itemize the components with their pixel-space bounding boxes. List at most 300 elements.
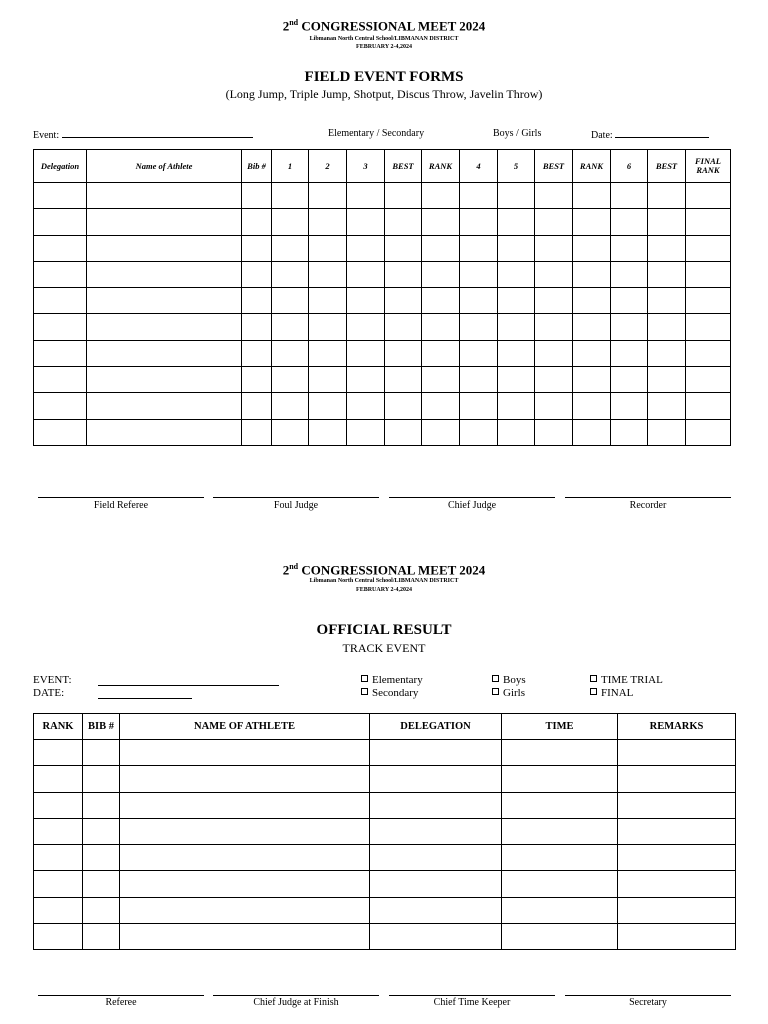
table-cell[interactable] <box>618 924 736 950</box>
table-cell[interactable] <box>686 340 731 366</box>
table-cell[interactable] <box>618 792 736 818</box>
table-cell[interactable] <box>498 314 535 340</box>
table-cell[interactable] <box>347 261 385 287</box>
table-cell[interactable] <box>422 340 460 366</box>
table-row <box>34 897 736 923</box>
date-blank[interactable] <box>615 128 709 138</box>
table-cell[interactable] <box>385 340 422 366</box>
table-row <box>34 924 736 950</box>
table-cell[interactable] <box>347 367 385 393</box>
table-cell[interactable] <box>686 288 731 314</box>
checkbox-label: Girls <box>503 687 525 699</box>
table-cell[interactable] <box>502 818 618 844</box>
checkbox-icon[interactable] <box>492 688 499 695</box>
result_form-column-header: REMARKS <box>618 714 736 740</box>
table-cell[interactable] <box>347 288 385 314</box>
signature-line <box>213 497 379 498</box>
table-cell[interactable] <box>648 209 686 235</box>
result_form-column-header: NAME OF ATHLETE <box>120 714 370 740</box>
table-cell[interactable] <box>83 766 120 792</box>
table-cell[interactable] <box>370 871 502 897</box>
table-cell[interactable] <box>422 419 460 445</box>
table-cell[interactable] <box>34 897 83 923</box>
field_form-column-header: 6 <box>611 150 648 183</box>
table-cell[interactable] <box>242 183 272 209</box>
table-row <box>34 845 736 871</box>
table-cell[interactable] <box>83 792 120 818</box>
table-cell[interactable] <box>242 314 272 340</box>
table-cell[interactable] <box>611 393 648 419</box>
table-cell[interactable] <box>686 261 731 287</box>
table-row <box>34 792 736 818</box>
field_form-column-header: 4 <box>460 150 498 183</box>
table-cell[interactable] <box>573 183 611 209</box>
title-number: 2 <box>282 18 290 34</box>
table-cell[interactable] <box>347 393 385 419</box>
table-cell[interactable] <box>120 924 370 950</box>
field_form-column-header: 1 <box>272 150 309 183</box>
table-cell[interactable] <box>611 288 648 314</box>
table-cell[interactable] <box>648 419 686 445</box>
table-cell[interactable] <box>573 340 611 366</box>
field_form-column-header: FINAL RANK <box>686 150 731 183</box>
table-cell[interactable] <box>34 393 87 419</box>
table-row <box>34 340 731 366</box>
title-text: CONGRESSIONAL MEET 2024 <box>298 562 486 578</box>
table-row <box>34 314 731 340</box>
table-cell[interactable] <box>611 314 648 340</box>
table-cell[interactable] <box>648 288 686 314</box>
checkbox-icon[interactable] <box>590 688 597 695</box>
table-cell[interactable] <box>242 340 272 366</box>
field-meet-title <box>0 18 768 34</box>
table-cell[interactable] <box>648 183 686 209</box>
table-cell[interactable] <box>422 314 460 340</box>
table-cell[interactable] <box>242 288 272 314</box>
field-meet-date: FEBRUARY 2-4,2024 <box>356 44 412 50</box>
table-cell[interactable] <box>309 314 347 340</box>
table-cell[interactable] <box>535 393 573 419</box>
field_form-column-header: 5 <box>498 150 535 183</box>
table-cell[interactable] <box>34 818 83 844</box>
table-row <box>34 393 731 419</box>
table-cell[interactable] <box>498 183 535 209</box>
table-cell[interactable] <box>385 183 422 209</box>
table-cell[interactable] <box>502 845 618 871</box>
table-cell[interactable] <box>648 235 686 261</box>
table-cell[interactable] <box>34 340 87 366</box>
table-cell[interactable] <box>535 261 573 287</box>
table-cell[interactable] <box>242 209 272 235</box>
result-table-header <box>34 714 736 740</box>
table-cell[interactable] <box>34 924 83 950</box>
field_form-column-header: BEST <box>385 150 422 183</box>
table-cell[interactable] <box>498 340 535 366</box>
table-cell[interactable] <box>618 897 736 923</box>
table-cell[interactable] <box>618 845 736 871</box>
table-cell[interactable] <box>686 314 731 340</box>
table-cell[interactable] <box>535 340 573 366</box>
table-cell[interactable] <box>611 340 648 366</box>
result-meet-date: FEBRUARY 2-4,2024 <box>356 587 412 593</box>
checkbox-label: Elementary <box>372 674 423 686</box>
table-cell[interactable] <box>120 871 370 897</box>
table-cell[interactable] <box>535 419 573 445</box>
table-cell[interactable] <box>309 393 347 419</box>
signature-secretary: Secretary <box>629 997 667 1008</box>
table-cell[interactable] <box>502 871 618 897</box>
checkbox-girls[interactable] <box>492 687 525 699</box>
table-cell[interactable] <box>309 340 347 366</box>
field_form-column-header: BEST <box>535 150 573 183</box>
table-cell[interactable] <box>87 235 242 261</box>
title-text: CONGRESSIONAL MEET 2024 <box>298 18 486 34</box>
table-cell[interactable] <box>385 235 422 261</box>
table-cell[interactable] <box>272 288 309 314</box>
table-cell[interactable] <box>272 367 309 393</box>
signature-field-referee: Field Referee <box>93 500 149 511</box>
table-cell[interactable] <box>87 340 242 366</box>
field-event-table <box>33 149 731 446</box>
table-cell[interactable] <box>309 261 347 287</box>
table-cell[interactable] <box>87 288 242 314</box>
result-form-title: OFFICIAL RESULT <box>316 622 452 638</box>
table-cell[interactable] <box>686 393 731 419</box>
table-row <box>34 367 731 393</box>
result-school-name: Libmanan North Central School/LIBMANAN DISTRICT <box>309 578 459 584</box>
table-cell[interactable] <box>611 235 648 261</box>
signature-foul-judge: Foul Judge <box>273 500 319 511</box>
signature-recorder: Recorder <box>629 500 667 511</box>
gender-label: Boys / Girls <box>493 128 542 139</box>
result-date-blank[interactable] <box>98 689 192 699</box>
table-cell[interactable] <box>83 818 120 844</box>
table-cell[interactable] <box>242 261 272 287</box>
table-cell[interactable] <box>34 419 87 445</box>
table-cell[interactable] <box>309 419 347 445</box>
signature-line <box>38 497 204 498</box>
field_form-column-header: Delegation <box>34 150 87 183</box>
checkbox-icon[interactable] <box>492 675 499 682</box>
field-event-field[interactable] <box>33 128 253 141</box>
table-cell[interactable] <box>242 393 272 419</box>
field-table-header <box>34 150 731 183</box>
signature-chief-judge-finish: Chief Judge at Finish <box>253 997 339 1008</box>
table-cell[interactable] <box>573 261 611 287</box>
title-number: 2 <box>282 562 290 578</box>
table-cell[interactable] <box>535 235 573 261</box>
table-cell[interactable] <box>272 183 309 209</box>
table-cell[interactable] <box>34 288 87 314</box>
signature-chief-time-keeper: Chief Time Keeper <box>433 997 511 1008</box>
table-cell[interactable] <box>686 367 731 393</box>
table-cell[interactable] <box>83 897 120 923</box>
checkbox-final[interactable] <box>590 687 633 699</box>
table-cell[interactable] <box>535 314 573 340</box>
table-cell[interactable] <box>272 235 309 261</box>
table-cell[interactable] <box>87 393 242 419</box>
table-cell[interactable] <box>87 209 242 235</box>
table-cell[interactable] <box>498 367 535 393</box>
table-cell[interactable] <box>242 367 272 393</box>
table-cell[interactable] <box>502 792 618 818</box>
table-row <box>34 288 731 314</box>
table-cell[interactable] <box>87 314 242 340</box>
table-cell[interactable] <box>385 261 422 287</box>
table-cell[interactable] <box>34 740 83 766</box>
table-cell[interactable] <box>573 209 611 235</box>
table-cell[interactable] <box>535 183 573 209</box>
table-cell[interactable] <box>87 367 242 393</box>
signature-line <box>389 497 555 498</box>
table-cell[interactable] <box>648 393 686 419</box>
event-blank[interactable] <box>62 128 253 138</box>
table-cell[interactable] <box>498 261 535 287</box>
table-cell[interactable] <box>34 367 87 393</box>
table-cell[interactable] <box>272 261 309 287</box>
date-label: Date: <box>591 130 613 141</box>
field-form-title: FIELD EVENT FORMS <box>304 69 464 85</box>
level-label: Elementary / Secondary <box>328 128 425 139</box>
table-cell[interactable] <box>422 209 460 235</box>
table-cell[interactable] <box>686 209 731 235</box>
table-cell[interactable] <box>385 314 422 340</box>
checkbox-time-trial[interactable] <box>590 674 663 686</box>
table-cell[interactable] <box>83 845 120 871</box>
table-cell[interactable] <box>385 419 422 445</box>
signature-line <box>565 995 731 996</box>
checkbox-label: TIME TRIAL <box>601 674 663 686</box>
table-cell[interactable] <box>573 419 611 445</box>
table-cell[interactable] <box>648 261 686 287</box>
checkbox-label: Secondary <box>372 687 419 699</box>
table-cell[interactable] <box>535 367 573 393</box>
table-cell[interactable] <box>460 183 498 209</box>
table-cell[interactable] <box>370 897 502 923</box>
table-row <box>34 235 731 261</box>
table-cell[interactable] <box>120 766 370 792</box>
table-cell[interactable] <box>648 340 686 366</box>
table-cell[interactable] <box>611 261 648 287</box>
table-row <box>34 419 731 445</box>
result_form-column-header: BIB # <box>83 714 120 740</box>
table-cell[interactable] <box>611 367 648 393</box>
table-cell[interactable] <box>573 288 611 314</box>
table-cell[interactable] <box>460 393 498 419</box>
table-cell[interactable] <box>460 419 498 445</box>
table-cell[interactable] <box>87 261 242 287</box>
table-row <box>34 183 731 209</box>
field-form-subtitle: (Long Jump, Triple Jump, Shotput, Discus Throw, Javelin Throw) <box>225 87 543 101</box>
signature-line <box>213 995 379 996</box>
table-cell[interactable] <box>370 845 502 871</box>
signature-line <box>38 995 204 996</box>
table-cell[interactable] <box>686 419 731 445</box>
field_form-column-header: 2 <box>309 150 347 183</box>
table-cell[interactable] <box>618 740 736 766</box>
table-cell[interactable] <box>422 261 460 287</box>
table-cell[interactable] <box>347 235 385 261</box>
table-cell[interactable] <box>573 235 611 261</box>
table-cell[interactable] <box>83 924 120 950</box>
table-cell[interactable] <box>422 367 460 393</box>
table-cell[interactable] <box>34 261 87 287</box>
table-cell[interactable] <box>309 235 347 261</box>
table-cell[interactable] <box>272 209 309 235</box>
result-date-label: DATE: <box>33 687 65 699</box>
table-cell[interactable] <box>120 792 370 818</box>
table-cell[interactable] <box>309 288 347 314</box>
table-cell[interactable] <box>611 183 648 209</box>
table-cell[interactable] <box>87 419 242 445</box>
table-cell[interactable] <box>460 367 498 393</box>
table-cell[interactable] <box>120 740 370 766</box>
title-superscript: nd <box>289 562 299 571</box>
table-cell[interactable] <box>34 209 87 235</box>
table-cell[interactable] <box>498 288 535 314</box>
table-cell[interactable] <box>120 897 370 923</box>
result-meet-title <box>0 562 768 578</box>
table-cell[interactable] <box>347 419 385 445</box>
table-cell[interactable] <box>611 419 648 445</box>
field-school-name: Libmanan North Central School/LIBMANAN DISTRICT <box>309 36 459 42</box>
table-cell[interactable] <box>34 314 87 340</box>
table-cell[interactable] <box>460 288 498 314</box>
table-cell[interactable] <box>347 340 385 366</box>
table-cell[interactable] <box>370 740 502 766</box>
table-cell[interactable] <box>535 288 573 314</box>
table-cell[interactable] <box>422 183 460 209</box>
table-cell[interactable] <box>242 419 272 445</box>
table-cell[interactable] <box>460 314 498 340</box>
checkbox-elementary[interactable] <box>361 674 423 686</box>
table-cell[interactable] <box>422 288 460 314</box>
table-cell[interactable] <box>347 314 385 340</box>
table-row <box>34 261 731 287</box>
table-cell[interactable] <box>83 871 120 897</box>
table-cell[interactable] <box>573 393 611 419</box>
table-cell[interactable] <box>648 367 686 393</box>
table-cell[interactable] <box>686 183 731 209</box>
table-cell[interactable] <box>370 924 502 950</box>
table-cell[interactable] <box>83 740 120 766</box>
field_form-column-header: 3 <box>347 150 385 183</box>
table-cell[interactable] <box>498 235 535 261</box>
table-cell[interactable] <box>422 393 460 419</box>
table-cell[interactable] <box>272 314 309 340</box>
table-cell[interactable] <box>502 740 618 766</box>
table-cell[interactable] <box>498 393 535 419</box>
table-cell[interactable] <box>370 818 502 844</box>
checkbox-label: Boys <box>503 674 526 686</box>
table-cell[interactable] <box>573 314 611 340</box>
table-cell[interactable] <box>242 235 272 261</box>
table-cell[interactable] <box>309 209 347 235</box>
table-row <box>34 871 736 897</box>
table-cell[interactable] <box>272 393 309 419</box>
table-cell[interactable] <box>618 818 736 844</box>
table-cell[interactable] <box>460 261 498 287</box>
table-cell[interactable] <box>34 766 83 792</box>
table-cell[interactable] <box>498 209 535 235</box>
signature-line <box>565 497 731 498</box>
result-form-subtitle: TRACK EVENT <box>342 641 426 655</box>
table-cell[interactable] <box>460 209 498 235</box>
table-cell[interactable] <box>502 924 618 950</box>
table-cell[interactable] <box>272 340 309 366</box>
table-cell[interactable] <box>272 419 309 445</box>
table-cell[interactable] <box>385 288 422 314</box>
table-cell[interactable] <box>34 183 87 209</box>
table-cell[interactable] <box>347 183 385 209</box>
table-cell[interactable] <box>460 340 498 366</box>
table-cell[interactable] <box>87 183 242 209</box>
table-cell[interactable] <box>120 818 370 844</box>
table-cell[interactable] <box>34 235 87 261</box>
table-row <box>34 740 736 766</box>
result_form-column-header: DELEGATION <box>370 714 502 740</box>
table-row <box>34 209 731 235</box>
table-row <box>34 818 736 844</box>
table-cell[interactable] <box>370 792 502 818</box>
checkbox-boys[interactable] <box>492 674 526 686</box>
table-cell[interactable] <box>648 314 686 340</box>
field_form-column-header: RANK <box>422 150 460 183</box>
signature-line <box>389 995 555 996</box>
checkbox-icon[interactable] <box>361 688 368 695</box>
table-cell[interactable] <box>34 871 83 897</box>
table-cell[interactable] <box>370 766 502 792</box>
result-event-label: EVENT: <box>33 674 72 686</box>
table-cell[interactable] <box>34 792 83 818</box>
table-cell[interactable] <box>460 235 498 261</box>
field_form-column-header: Name of Athlete <box>87 150 242 183</box>
table-cell[interactable] <box>385 393 422 419</box>
checkbox-icon[interactable] <box>590 675 597 682</box>
table-cell[interactable] <box>686 235 731 261</box>
signature-referee: Referee <box>105 997 137 1008</box>
table-cell[interactable] <box>618 871 736 897</box>
field_form-column-header: RANK <box>573 150 611 183</box>
table-cell[interactable] <box>120 845 370 871</box>
table-cell[interactable] <box>502 766 618 792</box>
table-cell[interactable] <box>573 367 611 393</box>
table-cell[interactable] <box>535 209 573 235</box>
table-cell[interactable] <box>422 235 460 261</box>
checkbox-secondary[interactable] <box>361 687 418 699</box>
table-cell[interactable] <box>498 419 535 445</box>
field-date-field[interactable] <box>591 128 709 141</box>
result_form-column-header: RANK <box>34 714 83 740</box>
table-cell[interactable] <box>34 845 83 871</box>
table-cell[interactable] <box>347 209 385 235</box>
table-cell[interactable] <box>611 209 648 235</box>
table-cell[interactable] <box>385 367 422 393</box>
table-row <box>34 766 736 792</box>
result_form-column-header: TIME <box>502 714 618 740</box>
signature-chief-judge: Chief Judge <box>447 500 497 511</box>
table-cell[interactable] <box>385 209 422 235</box>
checkbox-icon[interactable] <box>361 675 368 682</box>
checkbox-label: FINAL <box>601 687 634 699</box>
table-cell[interactable] <box>309 367 347 393</box>
table-cell[interactable] <box>309 183 347 209</box>
result-event-blank[interactable] <box>98 676 279 686</box>
field_form-column-header: BEST <box>648 150 686 183</box>
official-result-table <box>33 713 736 950</box>
table-cell[interactable] <box>618 766 736 792</box>
table-cell[interactable] <box>502 897 618 923</box>
